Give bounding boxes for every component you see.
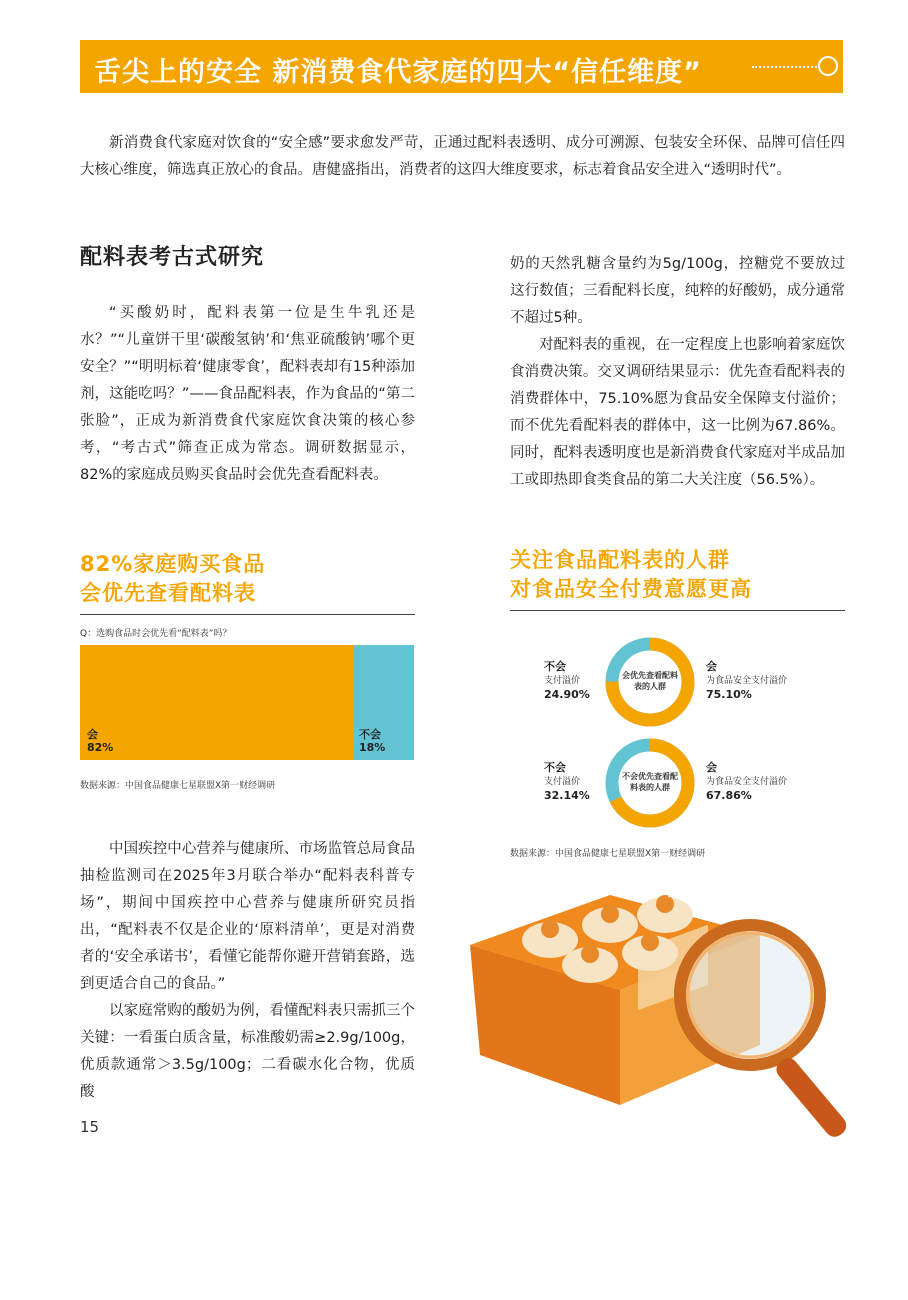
donut1-left-legend	[544, 660, 590, 702]
page-title: 舌尖上的安全 新消费食代家庭的四大“信任维度”	[94, 57, 702, 88]
chart1-rule	[80, 614, 415, 615]
donut-row-2	[510, 737, 845, 829]
donut2-left-sub: 支付溢价	[544, 777, 581, 787]
bar-segment-yes	[80, 645, 354, 760]
bar-label-no-text: 不会	[359, 728, 381, 741]
chart2-title-line2: 对食品安全付费意愿更高	[510, 577, 752, 601]
bar-label-yes	[87, 728, 113, 754]
donut2-left-legend	[544, 761, 590, 803]
bar-label-no	[359, 728, 385, 754]
left-paragraph-2: 中国疾控中心营养与健康所、市场监管总局食品抽检监测司在2025年3月联合举办“配料表科普专场”，期间中国疾控中心营养与健康所研究员指出，“配料表不仅是企业的‘原料清单’，更是对消费者的‘安全承诺书’，看懂它能帮你避开营销套路，选到更适合自己的食品。”	[80, 841, 415, 992]
donut2-right-legend	[706, 761, 787, 803]
chart1-title	[80, 550, 265, 608]
section-heading: 配料表考古式研究	[80, 245, 265, 270]
chart1-question: Q：选购食品时会优先看“配料表”吗？	[80, 629, 232, 639]
bar-label-no-value: 18%	[359, 741, 386, 754]
box-brand-text: 烧麦	[668, 872, 721, 902]
donut-row-1	[510, 636, 845, 728]
donut1-center-label: 会优先查看配料表的人群	[622, 671, 678, 691]
donut1-left-value: 24.90%	[544, 688, 590, 701]
bar-segment-no	[354, 645, 414, 760]
chart2-title	[510, 546, 752, 604]
donut2-left-label: 不会	[544, 761, 566, 774]
bar-label-yes-text: 会	[87, 728, 98, 741]
donut1-right-value: 75.10%	[706, 688, 752, 701]
shumai-box-illustration	[460, 865, 900, 1165]
left-paragraph-1: “买酸奶时，配料表第一位是生牛乳还是水？”“儿童饼干里‘碳酸氢钠’和‘焦亚硫酸钠’哪个更安全？”“明明标着‘健康零食’，配料表却有15种添加剂，这能吃吗？”——食品配料表，作为食品的“第二张脸”，正成为新消费食代家庭饮食决策的核心参考，“考古式”筛查正成为常态。调研数据显示，82%的家庭成员购买食品时会优先查看配料表。	[80, 305, 415, 483]
donut1-right-label: 会	[706, 660, 717, 673]
donut2-center-label: 不会优先查看配料表的人群	[622, 772, 678, 792]
donut2-right-sub: 为食品安全支付溢价	[706, 777, 788, 787]
page-number: 15	[80, 1118, 100, 1136]
donut1-left-sub: 支付溢价	[544, 676, 581, 686]
banner-circle-icon	[818, 56, 838, 76]
chart2-rule	[510, 610, 845, 611]
chart2-title-line1: 关注食品配料表的人群	[510, 548, 730, 572]
left-paragraph-3: 以家庭常购的酸奶为例，看懂配料表只需抓三个关键：一看蛋白质含量，标准酸奶需≥2.9g/100g，优质款通常＞3.5g/100g；二看碳水化合物，优质酸	[80, 1003, 415, 1100]
donut1-right-legend	[706, 660, 787, 702]
right-paragraph-1: 奶的天然乳糖含量约为5g/100g，控糖党不要放过这行数值；三看配料长度，纯粹的好酸奶，成分通常不超过5种。	[510, 256, 845, 326]
bar-label-yes-value: 82%	[87, 741, 114, 754]
chart2-source: 数据来源：中国食品健康七星联盟X第一财经调研	[510, 849, 706, 859]
banner-dotted-line	[752, 66, 820, 68]
donut2-left-value: 32.14%	[544, 789, 590, 802]
chart1-bar	[80, 645, 414, 760]
chart1-title-line2: 会优先查看配料表	[80, 581, 256, 605]
donut2-right-value: 67.86%	[706, 789, 752, 802]
donut1-left-label: 不会	[544, 660, 566, 673]
donut2-right-label: 会	[706, 761, 717, 774]
chart1-source: 数据来源：中国食品健康七星联盟X第一财经调研	[80, 781, 276, 791]
right-paragraph-2: 对配料表的重视，在一定程度上也影响着家庭饮食消费决策。交叉调研结果显示：优先查看配料表的消费群体中，75.10%愿为食品安全保障支付溢价；而不优先看配料表的群体中，这一比例为67.86%。同时，配料表透明度也是新消费食代家庭对半成品加工或即热即食类食品的第二大关注度（56.5%）。	[510, 337, 845, 488]
donut1-right-sub: 为食品安全支付溢价	[706, 676, 788, 686]
magnifying-glass-icon	[680, 925, 850, 1141]
chart1-title-line1: 82%家庭购买食品	[80, 552, 266, 576]
intro-paragraph: 新消费食代家庭对饮食的“安全感”要求愈发严苛，正通过配料表透明、成分可溯源、包装安全环保、品牌可信任四大核心维度，筛选真正放心的食品。唐健盛指出，消费者的这四大维度要求，标志着食品安全进入“透明时代”。	[80, 135, 845, 178]
title-banner	[80, 40, 843, 93]
